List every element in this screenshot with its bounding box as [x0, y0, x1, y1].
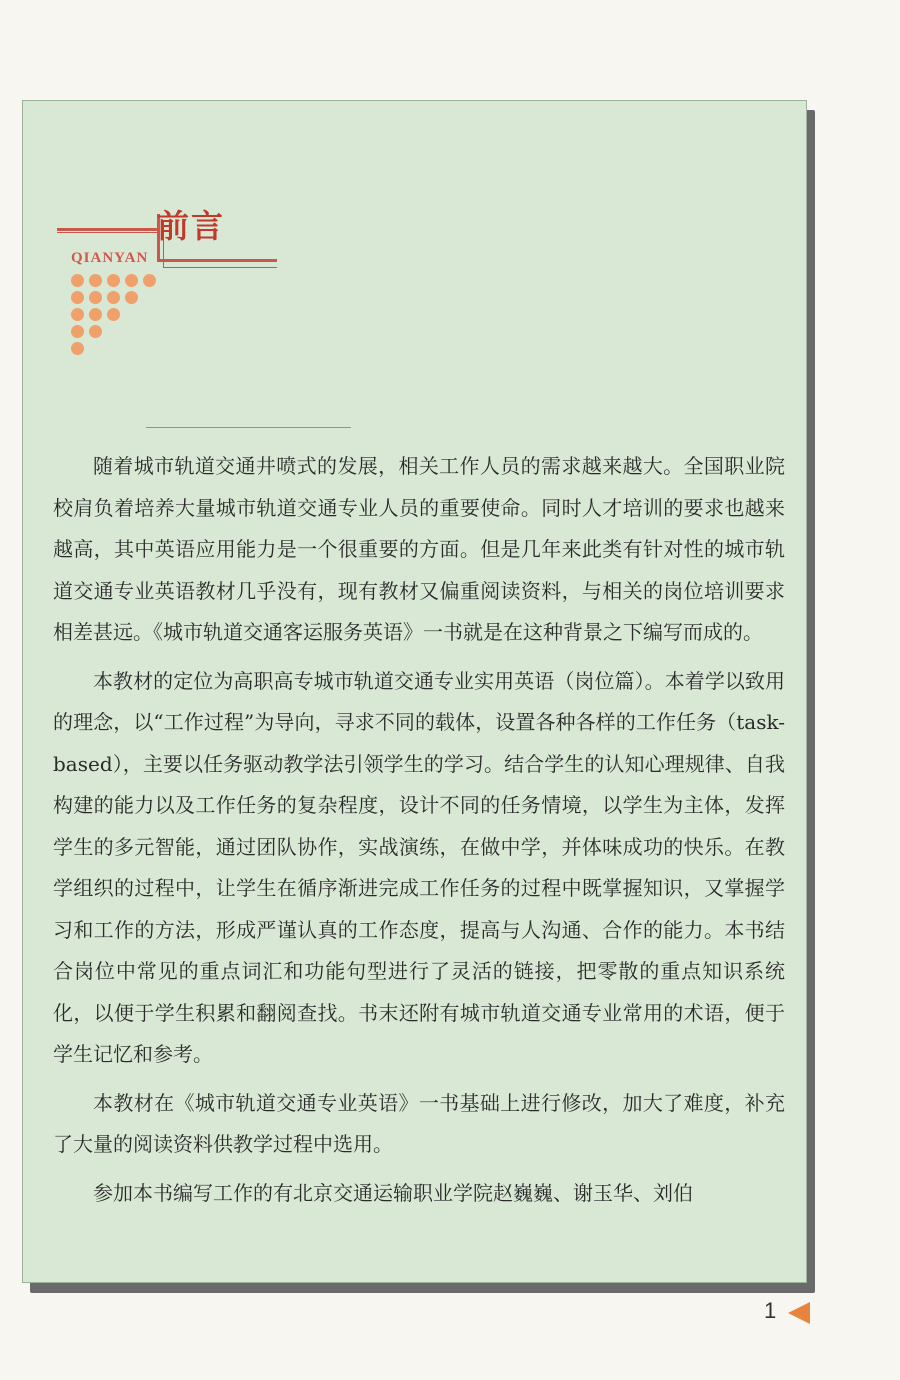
page-arrow-icon [788, 1302, 810, 1324]
dot [89, 325, 102, 338]
preface-body [53, 446, 785, 1221]
decorative-dots [71, 274, 161, 364]
dot [71, 274, 84, 287]
preface-panel [22, 100, 807, 1283]
dot [89, 308, 102, 321]
dot [71, 325, 84, 338]
page-title-pinyin: QIANYAN [71, 250, 149, 266]
dot [125, 274, 138, 287]
dot [107, 274, 120, 287]
dot [89, 291, 102, 304]
dot [71, 342, 84, 355]
header-divider [146, 427, 351, 428]
page-title: 前言 [157, 207, 226, 245]
dot [89, 274, 102, 287]
header-rule [57, 228, 157, 231]
dot [107, 291, 120, 304]
preface-header [57, 206, 287, 366]
header-rule-thin [57, 232, 157, 233]
page-number: 1 [764, 1298, 777, 1323]
dot [143, 274, 156, 287]
dot [71, 291, 84, 304]
dot [107, 308, 120, 321]
dot [71, 308, 84, 321]
paragraph: 本教材的定位为高职高专城市轨道交通专业实用英语（岗位篇）。本着学以致用的理念，以“工作过程”为导向，寻求不同的载体，设置各种各样的工作任务（task-based），主要以任务驱动教学法引领学生的学习。结合学生的认知心理规律、自我构建的能力以及工作任务的复杂程度，设计不同的任务情境，以学生为主体，发挥学生的多元智能，通过团队协作，实战演练，在做中学，并体味成功的快乐。在教学组织的过程中，让学生在循序渐进完成工作任务的过程中既掌握知识，又掌握学习和工作的方法，形成严谨认真的工作态度，提高与人沟通、合作的能力。本书结合岗位中常见的重点词汇和功能句型进行了灵活的链接，把零散的重点知识系统化，以便于学生积累和翻阅查找。书末还附有城市轨道交通专业常用的术语，便于学生记忆和参考。 [53, 668, 785, 1066]
paragraph: 本教材在《城市轨道交通专业英语》一书基础上进行修改，加大了难度，补充了大量的阅读资料供教学过程中选用。 [53, 1090, 785, 1156]
paragraph: 参加本书编写工作的有北京交通运输职业学院赵巍巍、谢玉华、刘伯 [93, 1180, 693, 1205]
paragraph: 随着城市轨道交通井喷式的发展，相关工作人员的需求越来越大。全国职业院校肩负着培养大量城市轨道交通专业人员的重要使命。同时人才培训的要求也越来越高，其中英语应用能力是一个很重要的方面。但是几年来此类有针对性的城市轨道交通专业英语教材几乎没有，现有教材又偏重阅读资料，与相关的岗位培训要求相差甚远。《城市轨道交通客运服务英语》一书就是在这种背景之下编写而成的。 [53, 454, 785, 644]
dot [125, 291, 138, 304]
